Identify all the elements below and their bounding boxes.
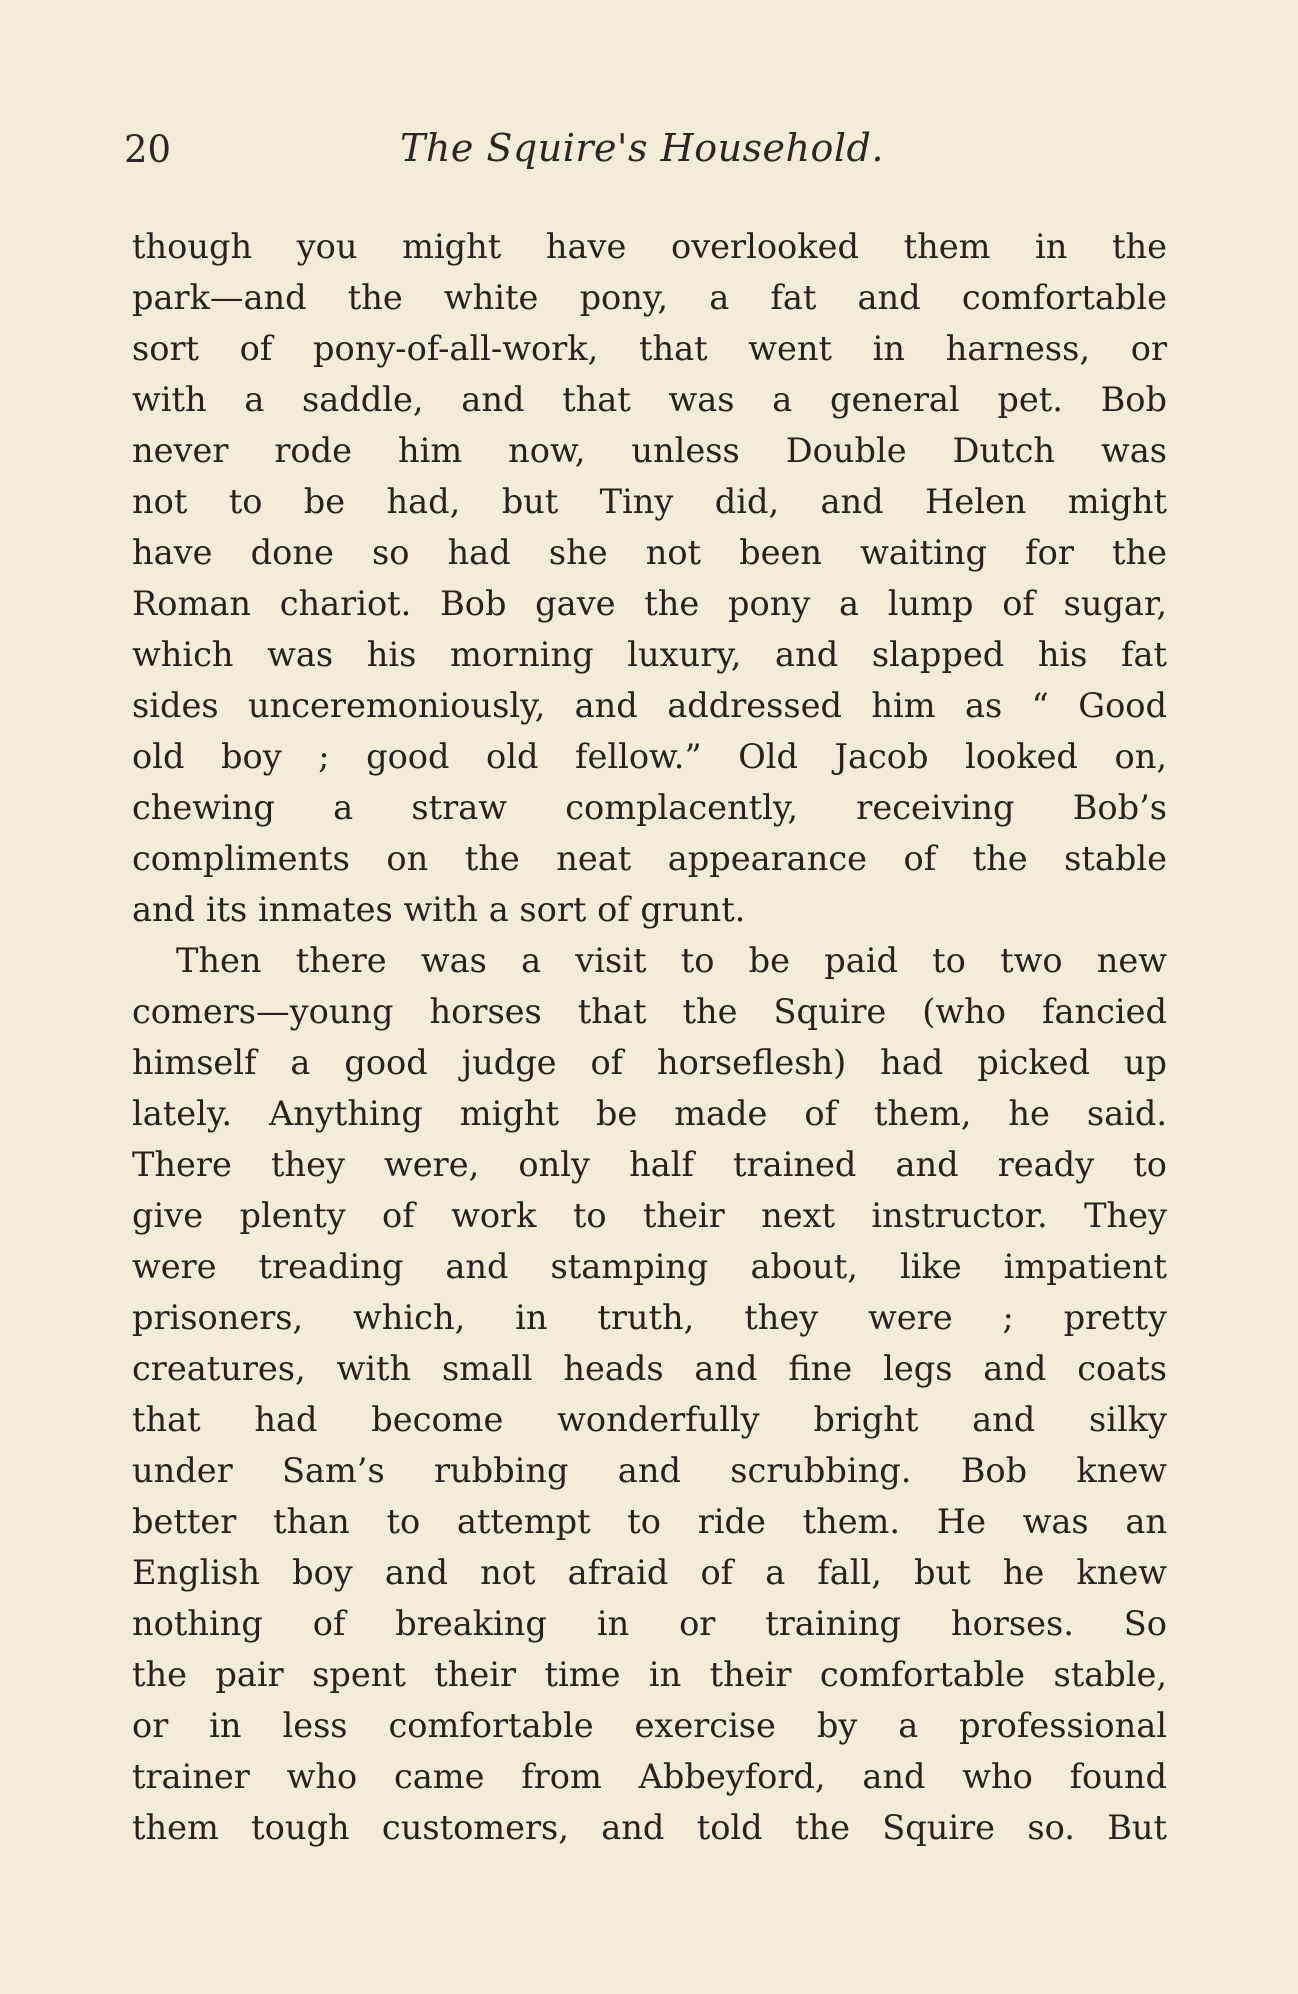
- text-line: There they were, only half trained and ready to: [132, 1145, 1167, 1184]
- text-line: under Sam’s rubbing and scrubbing. Bob knew: [132, 1451, 1167, 1490]
- text-line: and its inmates with a sort of grunt.: [132, 890, 746, 929]
- body-text: [132, 221, 1167, 1853]
- text-line: that had become wonderfully bright and silky: [132, 1400, 1167, 1439]
- text-line: which was his morning luxury, and slapped his fat: [132, 635, 1167, 674]
- text-line: trainer who came from Abbeyford, and who found: [132, 1757, 1167, 1796]
- text-line: or in less comfortable exercise by a professional: [132, 1706, 1167, 1745]
- text-line: nothing of breaking in or training horses. So: [132, 1604, 1167, 1643]
- text-line: not to be had, but Tiny did, and Helen might: [132, 482, 1167, 521]
- text-line: the pair spent their time in their comfortable stable,: [132, 1655, 1167, 1694]
- text-line: park—and the white pony, a fat and comfortable: [132, 278, 1167, 317]
- page-number: 20: [124, 128, 172, 171]
- text-line: give plenty of work to their next instructor. They: [132, 1196, 1167, 1235]
- text-line: with a saddle, and that was a general pet. Bob: [132, 380, 1167, 419]
- text-line: Roman chariot. Bob gave the pony a lump of sugar,: [132, 584, 1167, 623]
- text-line: better than to attempt to ride them. He was an: [132, 1502, 1167, 1541]
- text-line: creatures, with small heads and fine legs and coats: [132, 1349, 1167, 1388]
- text-line: prisoners, which, in truth, they were ; pretty: [132, 1298, 1167, 1337]
- text-line: English boy and not afraid of a fall, but he knew: [132, 1553, 1167, 1592]
- running-title: The Squire's Household.: [400, 126, 884, 170]
- paragraph-first-line: Then there was a visit to be paid to two new: [176, 941, 1167, 980]
- text-line: comers—young horses that the Squire (who fancied: [132, 992, 1167, 1031]
- text-line: sort of pony-of-all-work, that went in harness, or: [132, 329, 1167, 368]
- text-line: though you might have overlooked them in the: [132, 227, 1167, 266]
- running-head: [124, 126, 884, 176]
- text-line: were treading and stamping about, like impatient: [132, 1247, 1167, 1286]
- text-line: never rode him now, unless Double Dutch was: [132, 431, 1167, 470]
- text-line: them tough customers, and told the Squire so. But: [132, 1808, 1167, 1847]
- text-line: himself a good judge of horseflesh) had picked up: [132, 1043, 1167, 1082]
- text-line: sides unceremoniously, and addressed him as “ Good: [132, 686, 1167, 725]
- text-line: old boy ; good old fellow.” Old Jacob looked on,: [132, 737, 1167, 776]
- text-line: lately. Anything might be made of them, he said.: [132, 1094, 1167, 1133]
- text-line: have done so had she not been waiting for the: [132, 533, 1167, 572]
- text-line: compliments on the neat appearance of the stable: [132, 839, 1167, 878]
- text-line: chewing a straw complacently, receiving Bob’s: [132, 788, 1167, 827]
